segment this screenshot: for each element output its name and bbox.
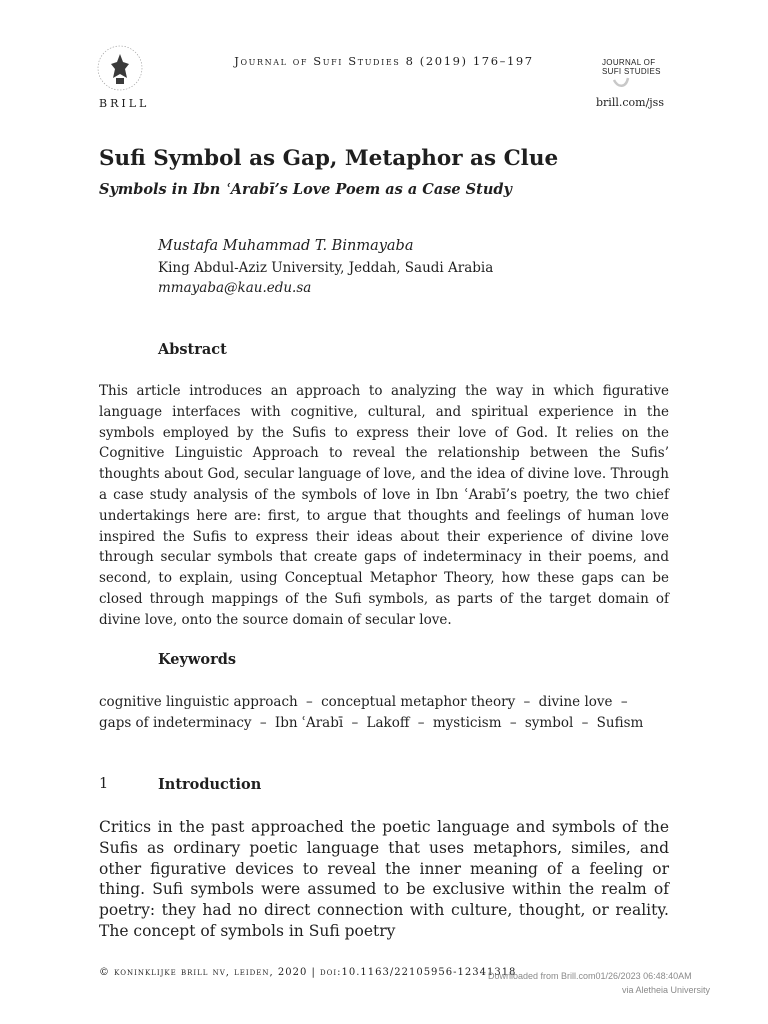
keyword-item: symbol <box>524 714 574 731</box>
journal-logo <box>596 54 666 90</box>
publisher-name: BRILL <box>99 97 150 110</box>
keyword-item: conceptual metaphor theory <box>321 694 516 710</box>
keyword-separator: – <box>581 714 589 731</box>
introduction-text: Critics in the past approached the poetic language and symbols of the Sufis as ordinary poetic language that uses metaphors, similes, and other figurative devices to reveal the inner meaning of a feeling or thing. Sufi symbols were assumed to be exclusive within the realm of poetry: they had no direct connection with culture, thought, or reality. The concept of symbols in Sufi poetry <box>99 818 669 940</box>
author-name: Mustafa Muhammad T. Binmayaba <box>158 238 414 254</box>
keyword-item: cognitive linguistic approach <box>99 694 298 710</box>
download-stamp: Downloaded from Brill.com01/26/2023 06:48:40AM <box>488 971 692 981</box>
author-affiliation: King Abdul-Aziz University, Jeddah, Saudi Arabia <box>158 260 494 276</box>
keyword-separator: – <box>306 694 313 710</box>
keyword-item: mysticism <box>432 714 502 731</box>
article-title: Sufi Symbol as Gap, Metaphor as Clue <box>99 146 559 171</box>
journal-citation: Journal of Sufi Studies 8 (2019) 176–197 <box>234 54 534 68</box>
keyword-item: Ibn ʿArabī <box>274 714 344 731</box>
abstract-text: This article introduces an approach to analyzing the way in which figurative language interfaces with cognitive, cultural, and spiritual experience in the symbols employed by the Sufis to express their love of God. It relies on the Cognitive Linguistic Approach to reveal the relationship between the Sufis’ thoughts about God, secular language of love, and the idea of divine love. Through a case study analysis of the symbols of love in Ibn ʿArabī’s poetry, the two chief undertakings here are: first, to argue that thoughts and feelings of human love inspired the Sufis to express their ideas about their experience of divine love through secular symbols that create gaps of indeterminacy in their poems, and second, to explain, using Conceptual Metaphor Theory, how these gaps can be closed through mappings of the Sufi symbols, as parts of the target domain of divine love, onto the source domain of secular love. <box>99 383 669 628</box>
journal-logo-line1: JOURNAL OF <box>602 58 656 67</box>
keywords-heading: Keywords <box>158 651 237 668</box>
author-email-link[interactable]: mmayaba@kau.edu.sa <box>158 280 312 296</box>
article-subtitle: Symbols in Ibn ʿArabī’s Love Poem as a Case Study <box>99 181 512 198</box>
keyword-separator: – <box>417 714 425 731</box>
keyword-separator: – <box>351 714 359 731</box>
abstract-heading: Abstract <box>158 341 227 358</box>
keyword-separator: – <box>509 714 517 731</box>
access-via: via Aletheia University <box>622 985 711 995</box>
journal-logo-line2: SUFI STUDIES <box>602 67 661 76</box>
keyword-separator: – <box>259 714 267 731</box>
section-number: 1 <box>99 776 109 792</box>
brill-emblem-icon <box>96 44 144 92</box>
keyword-item: Lakoff <box>366 714 410 731</box>
journal-url-link[interactable]: brill.com/jss <box>596 96 664 109</box>
keyword-separator: – <box>523 694 531 710</box>
copyright-doi: © koninklijke brill nv, leiden, 2020 | doi:10.1163/22105956-12341318 <box>99 967 517 978</box>
keyword-item: Sufism <box>596 714 644 731</box>
keyword-item: divine love <box>538 694 613 710</box>
keyword-separator: – <box>620 694 628 710</box>
keywords-list <box>99 692 669 734</box>
section-heading: Introduction <box>158 776 262 793</box>
keyword-item: gaps of indeterminacy <box>99 714 252 731</box>
